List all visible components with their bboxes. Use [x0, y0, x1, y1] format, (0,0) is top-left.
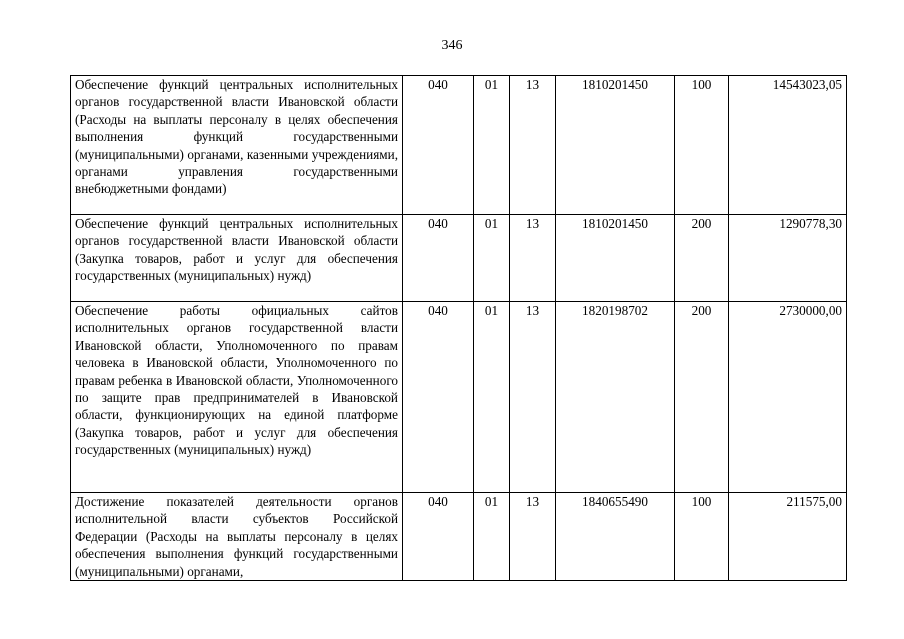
section-code: 01 [474, 215, 510, 302]
subsection-code: 13 [510, 215, 556, 302]
row-description: Обеспечение функций центральных исполнительных органов государственной власти Ивановской области (Закупка товаров, работ и услуг для обеспечения государственных (муниципальных) нужд) [71, 215, 403, 302]
budget-table [70, 75, 847, 581]
subsection-code: 13 [510, 302, 556, 493]
row-description: Обеспечение работы официальных сайтов исполнительных органов государственной власти Ивановской области, Уполномоченного по правам человека в Ивановской области, Уполномоченного по правам ребенка в Ивановской области, Уполномоченного по защите прав предпринимателей в Ивановской области, функционирующих на единой платформе (Закупка товаров, работ и услуг для обеспечения государственных (муниципальных) нужд) [71, 302, 403, 493]
subsection-code: 13 [510, 76, 556, 215]
amount: 14543023,05 [729, 76, 847, 215]
amount: 2730000,00 [729, 302, 847, 493]
expense-type-code: 100 [675, 76, 729, 215]
grbs-code: 040 [403, 76, 474, 215]
target-article-code: 1820198702 [556, 302, 675, 493]
target-article-code: 1840655490 [556, 493, 675, 581]
section-code: 01 [474, 493, 510, 581]
table-row [71, 76, 847, 215]
section-code: 01 [474, 302, 510, 493]
target-article-code: 1810201450 [556, 76, 675, 215]
grbs-code: 040 [403, 493, 474, 581]
section-code: 01 [474, 76, 510, 215]
row-description: Достижение показателей деятельности органов исполнительной власти субъектов Российской Федерации (Расходы на выплаты персоналу в целях обеспечения выполнения функций государственными (муниципальными) органами, [71, 493, 403, 581]
amount: 211575,00 [729, 493, 847, 581]
table-row [71, 215, 847, 302]
amount: 1290778,30 [729, 215, 847, 302]
subsection-code: 13 [510, 493, 556, 581]
target-article-code: 1810201450 [556, 215, 675, 302]
grbs-code: 040 [403, 215, 474, 302]
expense-type-code: 200 [675, 302, 729, 493]
expense-type-code: 200 [675, 215, 729, 302]
table-row [71, 493, 847, 581]
row-description: Обеспечение функций центральных исполнительных органов государственной власти Ивановской области (Расходы на выплаты персоналу в целях обеспечения выполнения функций государственными (муниципальными) органами, казенными учреждениями, органами управления государственными внебюджетными фондами) [71, 76, 403, 215]
table-row [71, 302, 847, 493]
grbs-code: 040 [403, 302, 474, 493]
expense-type-code: 100 [675, 493, 729, 581]
page-number: 346 [441, 38, 463, 53]
